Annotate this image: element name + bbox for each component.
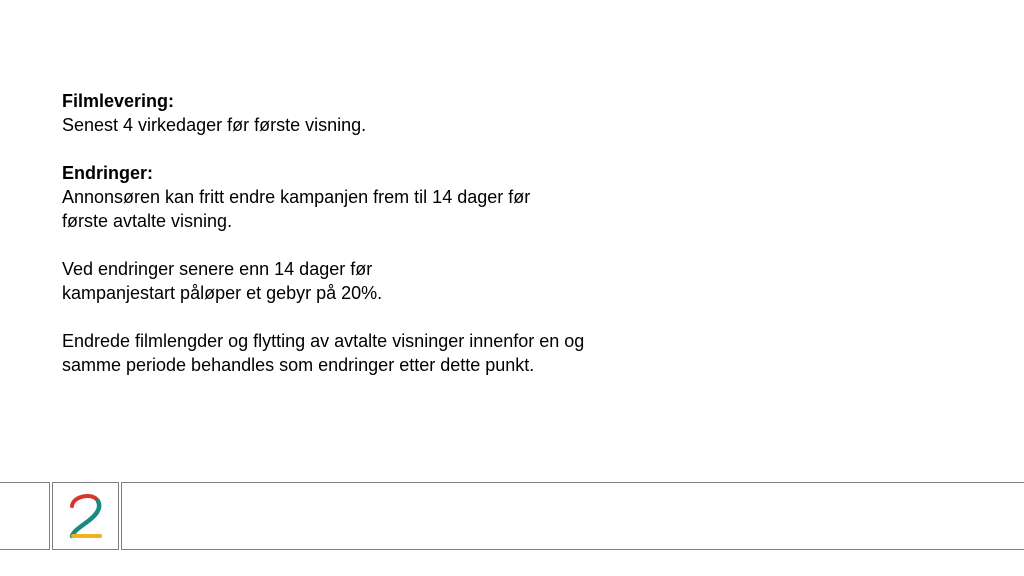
delivery-heading: Filmlevering: — [62, 91, 175, 111]
spacer — [62, 305, 682, 329]
slide-footer — [0, 482, 1024, 550]
logo-red-arc — [72, 496, 98, 506]
film-lengths-text-line-1: Endrede filmlengder og flytting av avtalte visninger innenfor en og — [62, 331, 585, 351]
spacer — [62, 137, 682, 161]
delivery-text-line-1: Senest 4 virkedager før første visning. — [62, 115, 367, 135]
spacer — [62, 233, 682, 257]
logo-teal-stroke — [72, 501, 99, 536]
footer-logo-box — [52, 482, 119, 550]
footer-right-box — [121, 482, 1024, 550]
film-lengths-text-line-2: samme periode behandles som endringer etter dette punkt. — [62, 355, 535, 375]
changes-text-line-2: første avtalte visning. — [62, 211, 233, 231]
slide-body — [62, 89, 682, 377]
fee-text-line-1: Ved endringer senere enn 14 dager før — [62, 259, 373, 279]
changes-text-line-1: Annonsøren kan fritt endre kampanjen frem til 14 dager før — [62, 187, 531, 207]
changes-heading: Endringer: — [62, 163, 154, 183]
tv2-logo-icon — [67, 492, 105, 540]
fee-text-line-2: kampanjestart påløper et gebyr på 20%. — [62, 283, 383, 303]
footer-left-box — [0, 482, 50, 550]
